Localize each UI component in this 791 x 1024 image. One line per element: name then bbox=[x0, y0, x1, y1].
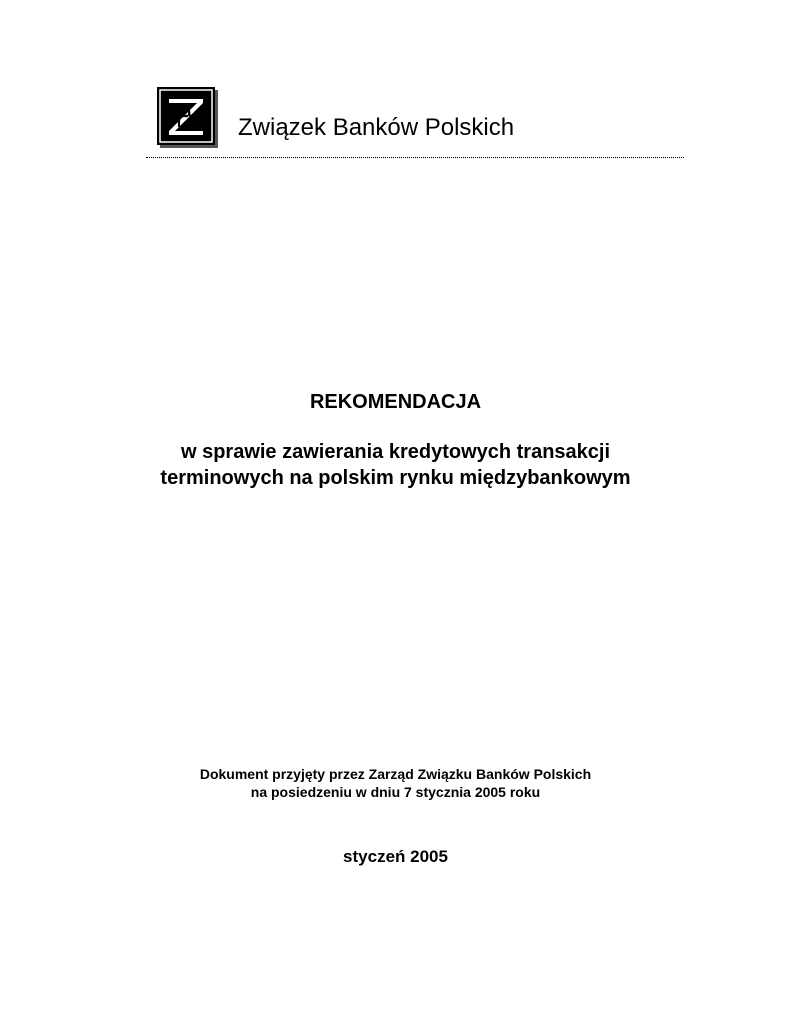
adoption-note bbox=[0, 765, 791, 801]
document-title-line: terminowych na polskim rynku międzybankowym bbox=[160, 467, 631, 489]
zbp-logo-icon bbox=[157, 87, 215, 145]
organization-name: Związek Banków Polskich bbox=[238, 114, 515, 141]
adoption-note-line: na posiedzeniu w dniu 7 stycznia 2005 roku bbox=[250, 784, 541, 800]
document-title-line: w sprawie zawierania kredytowych transakcji bbox=[180, 441, 611, 463]
document-type: REKOMENDACJA bbox=[309, 391, 482, 413]
document-date: styczeń 2005 bbox=[343, 847, 448, 866]
adoption-note-line: Dokument przyjęty przez Zarząd Związku Banków Polskich bbox=[199, 766, 592, 782]
header-divider bbox=[146, 157, 684, 158]
document-title bbox=[0, 439, 791, 491]
